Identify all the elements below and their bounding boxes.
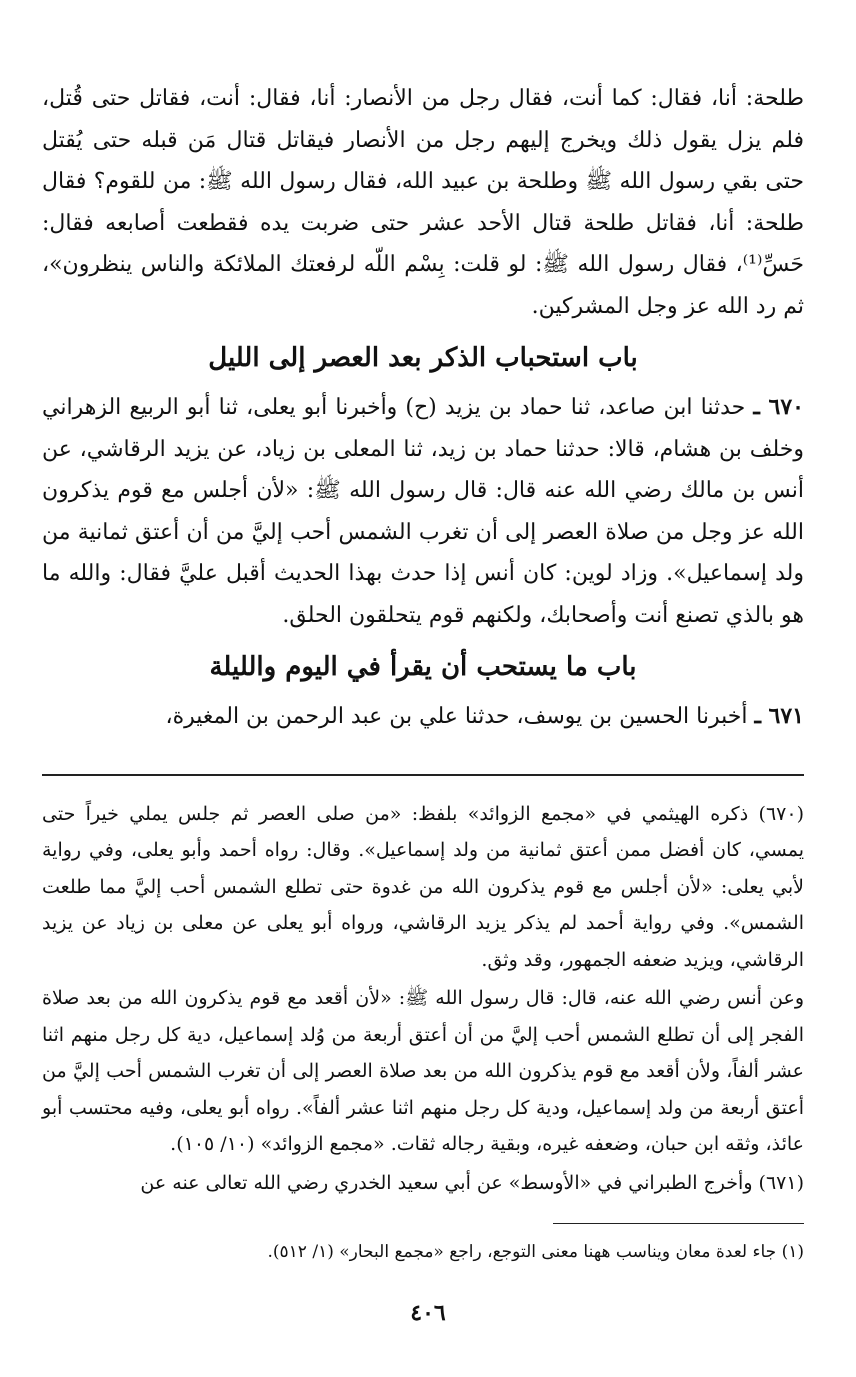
footnote-1: (١) جاء لعدة معان ويناسب ههنا معنى التوجع، راجع «مجمع البحار» (١/ ٥١٢). (267, 1242, 804, 1262)
chapter-heading-dhikr-after-asr: باب استحباب الذكر بعد العصر إلى الليل (208, 343, 638, 373)
main-text (42, 78, 804, 738)
page-number: ٤٠٦ (410, 1300, 446, 1326)
note-anas: وعن أنس رضي الله عنه، قال: قال رسول الله ﷺ: «لأن أقعد مع قوم يذكرون الله من بعد صلاة الفجر إلى أن تطلع الشمس أحب إليَّ من أن أعتق أربعة من وُلد إسماعيل، دية كل رجل منهم اثنا عشر ألفاً، ولأن أقعد مع قوم يذكرون الله من بعد صلاة العصر إلى أن تغرب الشمس أحب إليَّ من أعتق أربعة من ولد إسماعيل، ودية كل رجل منهم اثنا عشر ألفاً». رواه أبو يعلى، وفيه محتسب أبو عائذ، وثقه ابن حبان، وضعفه غيره، وبقية رجاله ثقات. «مجمع الزوائد» (١٠/ ١٠٥). (42, 987, 804, 1155)
chapter-heading-daily-recitation: باب ما يستحب أن يقرأ في اليوم والليلة (209, 652, 637, 682)
hadith-number-670: ٦٧٠ ـ (753, 394, 804, 420)
paragraph-continuation: طلحة: أنا، فقال: كما أنت، فقال رجل من الأنصار: أنا، فقال: أنت، فقاتل حتى قُتل، فلم يزل يقول ذلك ويخرج إليهم رجل من الأنصار فيقاتل قتال مَن قبله حتى يُقتل حتى بقي رسول الله ﷺ وطلحة بن عبيد الله، فقال رسول الله ﷺ: من للقوم؟ فقال طلحة: أنا، فقاتل طلحة قتال الأحد عشر حتى ضربت يده فقطعت أصابعه فقال: حَسِّ⁽¹⁾، فقال رسول الله ﷺ: لو قلت: بِسْم اللّه لرفعتك الملائكة والناس ينظرون»، ثم رد الله عز وجل المشركين. (42, 86, 804, 319)
hadith-670-text: حدثنا ابن صاعد، ثنا حماد بن يزيد (ح) وأخبرنا أبو يعلى، ثنا أبو الربيع الزهراني وخلف بن هشام، قالا: حدثنا حماد بن زيد، ثنا المعلى بن زياد، عن يزيد الرقاشي، عن أنس بن مالك رضي الله عنه قال: قال رسول الله ﷺ: «لأن أجلس مع قوم يذكرون الله عز وجل من صلاة العصر إلى أن تغرب الشمس أحب إليَّ من أن أعتق ثمانية من ولد إسماعيل». وزاد لوين: كان أنس إذا حدث بهذا الحديث أقبل عليَّ فقال: والله ما هو بالذي تصنع أنت وأصحابك، ولكنهم قوم يتحلقون الحلق. (42, 395, 804, 628)
notes-divider (42, 774, 804, 776)
hadith-671-text: أخبرنا الحسين بن يوسف، حدثنا علي بن عبد الرحمن بن المغيرة، (165, 704, 755, 729)
note-670: (٦٧٠) ذكره الهيثمي في «مجمع الزوائد» بلفظ: «من صلى العصر ثم جلس يملي خيراً حتى يمسي، كان أفضل ممن أعتق ثمانية من ولد إسماعيل». وقال: رواه أحمد وأبو يعلى، وفي رواية لأبي يعلى: «لأن أجلس مع قوم يذكرون الله من غدوة حتى تطلع الشمس أحب إليَّ مما طلعت الشمس». وفي رواية أحمد لم يذكر يزيد الرقاشي، ورواه أبو يعلى عن معلى بن زياد عن يزيد الرقاشي، ويزيد ضعفه الجمهور، وقد وثق. (42, 802, 804, 971)
hadith-670 (42, 387, 804, 636)
footnote-divider (553, 1223, 804, 1224)
footnote (42, 1238, 804, 1266)
hadith-671 (42, 696, 804, 738)
note-671: (٦٧١) وأخرج الطبراني في «الأوسط» عن أبي سعيد الخدري رضي الله تعالى عنه عن (140, 1171, 804, 1194)
commentary-notes (42, 796, 804, 1202)
hadith-number-671: ٦٧١ ـ (754, 703, 804, 729)
